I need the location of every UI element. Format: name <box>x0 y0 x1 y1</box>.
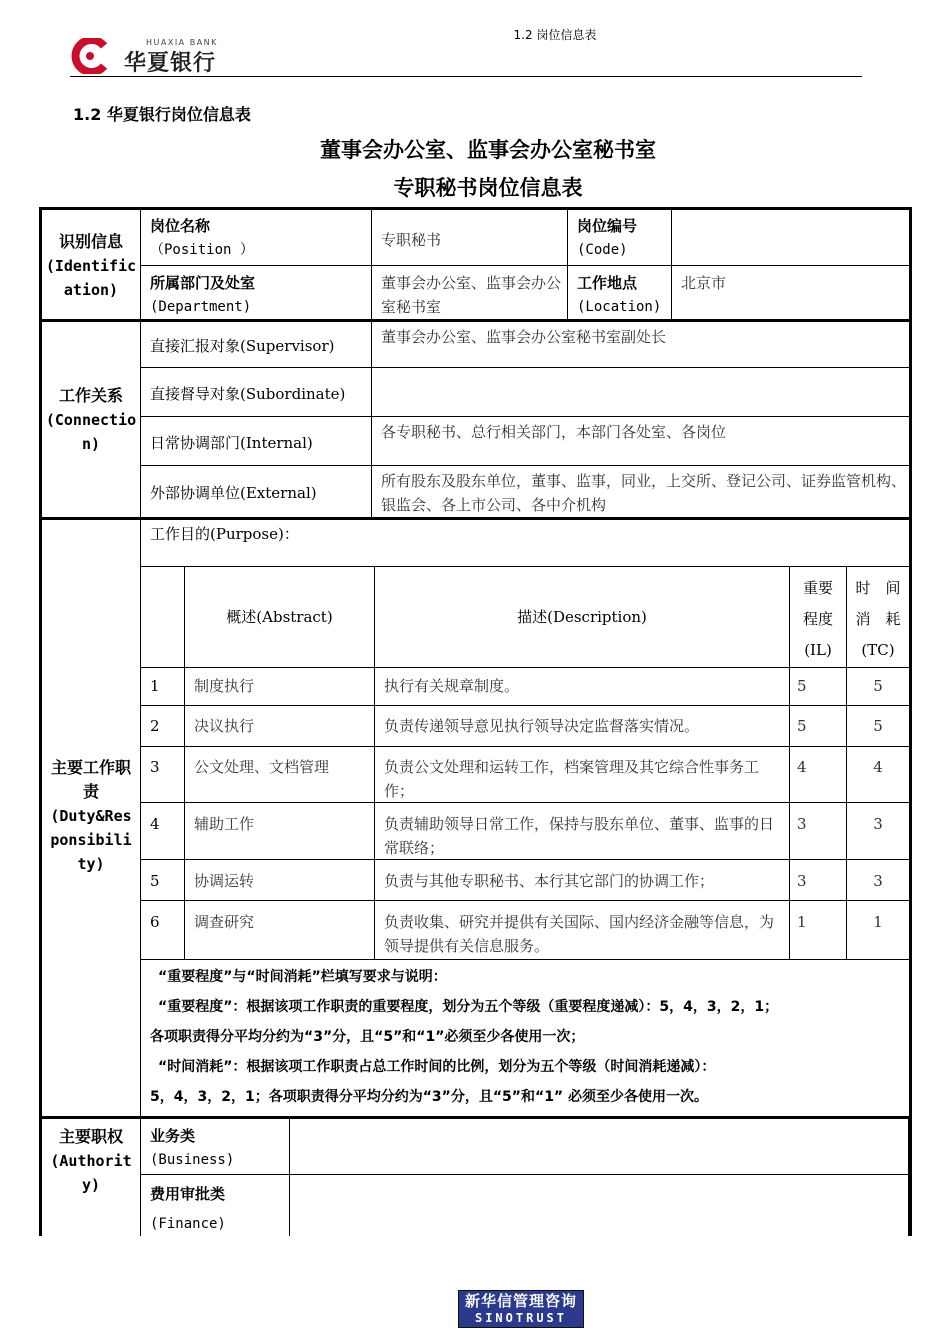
duty-row-no: 1 <box>150 677 160 695</box>
authority-finance-label: 费用审批类 (Finance) <box>150 1185 226 1232</box>
duty-row-tc: 4 <box>873 758 883 776</box>
footer-logo-en: SINOTRUST <box>474 1311 568 1325</box>
section-authority <box>42 1125 140 1197</box>
sinotrust-logo <box>458 1290 584 1328</box>
external-label: 外部协调单位(External) <box>150 484 317 502</box>
internal-label: 日常协调部门(Internal) <box>150 434 313 452</box>
document-title-line1: 董事会办公室、监事会办公室秘书室 <box>320 138 656 162</box>
duty-row-no: 4 <box>150 815 160 833</box>
document-title-line2: 专职秘书岗位信息表 <box>393 176 583 200</box>
duty-row-no: 3 <box>150 758 160 776</box>
location-label: 工作地点 (Location) <box>577 274 662 315</box>
duty-row-il: 3 <box>797 815 807 833</box>
duty-row-il: 1 <box>797 913 807 931</box>
logo-english: HUAXIA BANK <box>146 38 218 47</box>
duty-row-tc: 3 <box>873 815 883 833</box>
duty-row-description: 执行有关规章制度。 <box>384 677 520 695</box>
duty-row-abstract: 决议执行 <box>194 717 255 735</box>
duty-row-tc: 1 <box>873 913 883 931</box>
section-identification-cn: 识别信息 <box>58 232 123 251</box>
position-name-value: 专职秘书 <box>381 231 442 249</box>
section-title: 1.2 华夏银行岗位信息表 <box>73 105 251 124</box>
section-connection <box>42 384 140 456</box>
duty-row-tc: 3 <box>873 872 883 890</box>
duty-row-description: 负责辅助领导日常工作，保持与股东单位、董事、监事的日常联络； <box>384 815 775 857</box>
duty-row-description: 负责公文处理和运转工作，档案管理及其它综合性事务工作； <box>384 758 760 800</box>
purpose-label: 工作目的(Purpose)： <box>150 525 299 543</box>
duty-row-tc: 5 <box>873 717 883 735</box>
column-abstract: 概述(Abstract) <box>226 608 333 626</box>
supervisor-label: 直接汇报对象(Supervisor) <box>150 337 335 355</box>
duty-row-abstract: 辅助工作 <box>194 815 255 833</box>
column-description: 描述(Description) <box>517 608 647 626</box>
duty-row-no: 5 <box>150 872 160 890</box>
duty-row-description: 负责收集、研究并提供有关国际、国内经济金融等信息，为领导提供有关信息服务。 <box>384 913 775 955</box>
section-identification-en: (Identification) <box>45 257 137 299</box>
logo-chinese: 华夏银行 <box>124 51 217 76</box>
column-importance: 重要 程度 (IL) <box>802 579 833 659</box>
duty-row-il: 3 <box>797 872 807 890</box>
duty-row-il: 4 <box>797 758 807 776</box>
department-value: 董事会办公室、监事会办公室秘书室 <box>381 274 562 316</box>
position-info-table <box>39 207 912 1236</box>
duty-row-tc: 5 <box>873 677 883 695</box>
internal-value: 各专职秘书、总行相关部门，本部门各处室、各岗位 <box>381 423 727 441</box>
duty-row-abstract: 调查研究 <box>194 913 255 931</box>
section-authority-en: (Authority) <box>50 1152 132 1194</box>
section-authority-cn: 主要职权 <box>58 1127 123 1146</box>
section-identification <box>42 230 140 302</box>
duty-row-description: 负责传递领导意见执行领导决定监督落实情况。 <box>384 717 700 735</box>
duty-row-abstract: 制度执行 <box>194 677 255 695</box>
section-duty-cn: 主要工作职责 <box>50 758 131 801</box>
column-time-consumption: 时 间 消 耗 (TC) <box>855 579 901 659</box>
authority-business-label: 业务类 (Business) <box>150 1127 235 1168</box>
footer-logo-cn: 新华信管理咨询 <box>464 1292 577 1310</box>
section-duty-en: (Duty&Responsibility) <box>50 807 132 873</box>
section-connection-cn: 工作关系 <box>58 386 123 405</box>
subordinate-label: 直接督导对象(Subordinate) <box>150 385 346 403</box>
huaxia-logo-icon <box>70 38 110 74</box>
header-divider <box>70 76 862 77</box>
duty-row-no: 6 <box>150 913 160 931</box>
duty-row-no: 2 <box>150 717 160 735</box>
supervisor-value: 董事会办公室、监事会办公室秘书室副处长 <box>381 328 667 346</box>
department-label: 所属部门及处室 (Department) <box>150 274 256 315</box>
section-connection-en: (Connection) <box>45 411 137 453</box>
duty-row-abstract: 公文处理、文档管理 <box>194 758 330 776</box>
position-name-label: 岗位名称 （Position ） <box>150 217 254 258</box>
location-value: 北京市 <box>681 274 727 292</box>
header-note: 1.2 岗位信息表 <box>513 28 597 42</box>
duty-row-description: 负责与其他专职秘书、本行其它部门的协调工作； <box>384 872 715 890</box>
external-value: 所有股东及股东单位，董事、监事，同业，上交所、登记公司、证券监管机构、银监会、各上市公司、各中介机构 <box>381 472 907 514</box>
duty-row-il: 5 <box>797 717 807 735</box>
duty-row-il: 5 <box>797 677 807 695</box>
section-duty <box>42 756 140 876</box>
duty-row-abstract: 协调运转 <box>194 872 255 890</box>
rating-notes: “重要程度”与“时间消耗”栏填写要求与说明： “重要程度”：根据该项工作职责的重要程度，划分为五个等级（重要程度递减）：5，4，3，2，1； 各项职责得分平均分约为“3”分，且“5”和“1”必须至少各使用一次； “时间消耗”：根据该项工作职责占总工作时间的比例，划分为五个等级（时间消耗递减）： 5，4，3，2，1；各项职责得分平均分约为“3”分，且“5”和“1” 必须至少各使用一次。 <box>150 969 779 1105</box>
position-code-label: 岗位编号 (Code) <box>577 217 638 258</box>
